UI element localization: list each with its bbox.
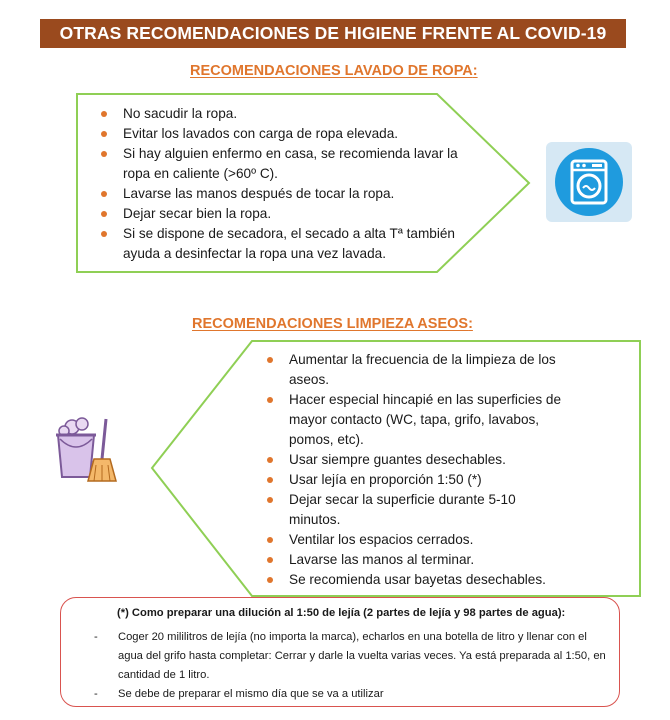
note-dash: - [94,688,98,700]
list-item: Si se dispone de secadora, el secado a alta Tª también ayuda a desinfectar la ropa una vez lavada. [98,224,473,264]
laundry-title-text: RECOMENDACIONES LAVADO DE ROPA [190,63,473,79]
list-item: Lavarse las manos después de tocar la ropa. [98,184,478,204]
washing-machine-icon [554,147,624,217]
bucket-broom-icon [50,415,120,485]
bathrooms-title-colon: : [468,316,473,332]
bathrooms-section-title [192,316,473,332]
list-item: Dejar secar bien la ropa. [98,204,478,224]
list-item: Se recomienda usar bayetas desechables. [264,570,564,590]
banner-title: OTRAS RECOMENDACIONES DE HIGIENE FRENTE AL COVID-19 [59,23,607,43]
note-item [94,628,614,685]
list-item: Aumentar la frecuencia de la limpieza de los aseos. [264,350,559,390]
laundry-title-colon: : [472,63,478,79]
list-item: Dejar secar la superficie durante 5-10 minutos. [264,490,559,530]
bucket-broom-icon-wrap [50,415,120,485]
list-item: No sacudir la ropa. [98,104,478,124]
list-item: Lavarse las manos al terminar. [264,550,564,570]
laundry-list [98,104,478,264]
list-item: Ventilar los espacios cerrados. [264,530,564,550]
bathrooms-title-text: RECOMENDACIONES LIMPIEZA ASEOS [192,316,469,332]
note-item-text: Se debe de preparar el mismo día que se va a utilizar [118,688,384,700]
list-item: Evitar los lavados con carga de ropa elevada. [98,124,478,144]
note-item-text: Coger 20 mililitros de lejía (no importa la marca), echarlos en una botella de litro y llenar con el agua del grifo hasta completar: Cerrar y darle la vuelta varias veces. Ya está preparada al 1:50, en cantidad de 1 litro. [118,631,606,681]
list-item: Hacer especial hincapié en las superficies de mayor contacto (WC, tapa, grifo, lavabos, pomos, etc). [264,390,564,450]
list-item: Si hay alguien enfermo en casa, se recomienda lavar la ropa en caliente (>60º C). [98,144,468,184]
note-dash: - [94,631,98,643]
note-item [94,685,614,704]
list-item: Usar siempre guantes desechables. [264,450,564,470]
list-item: Usar lejía en proporción 1:50 (*) [264,470,564,490]
dilution-note-title: (*) Como preparar una dilución al 1:50 de lejía (2 partes de lejía y 98 partes de agua): [117,607,566,619]
washing-machine-icon-tile [546,142,632,222]
bathrooms-list [264,350,564,590]
